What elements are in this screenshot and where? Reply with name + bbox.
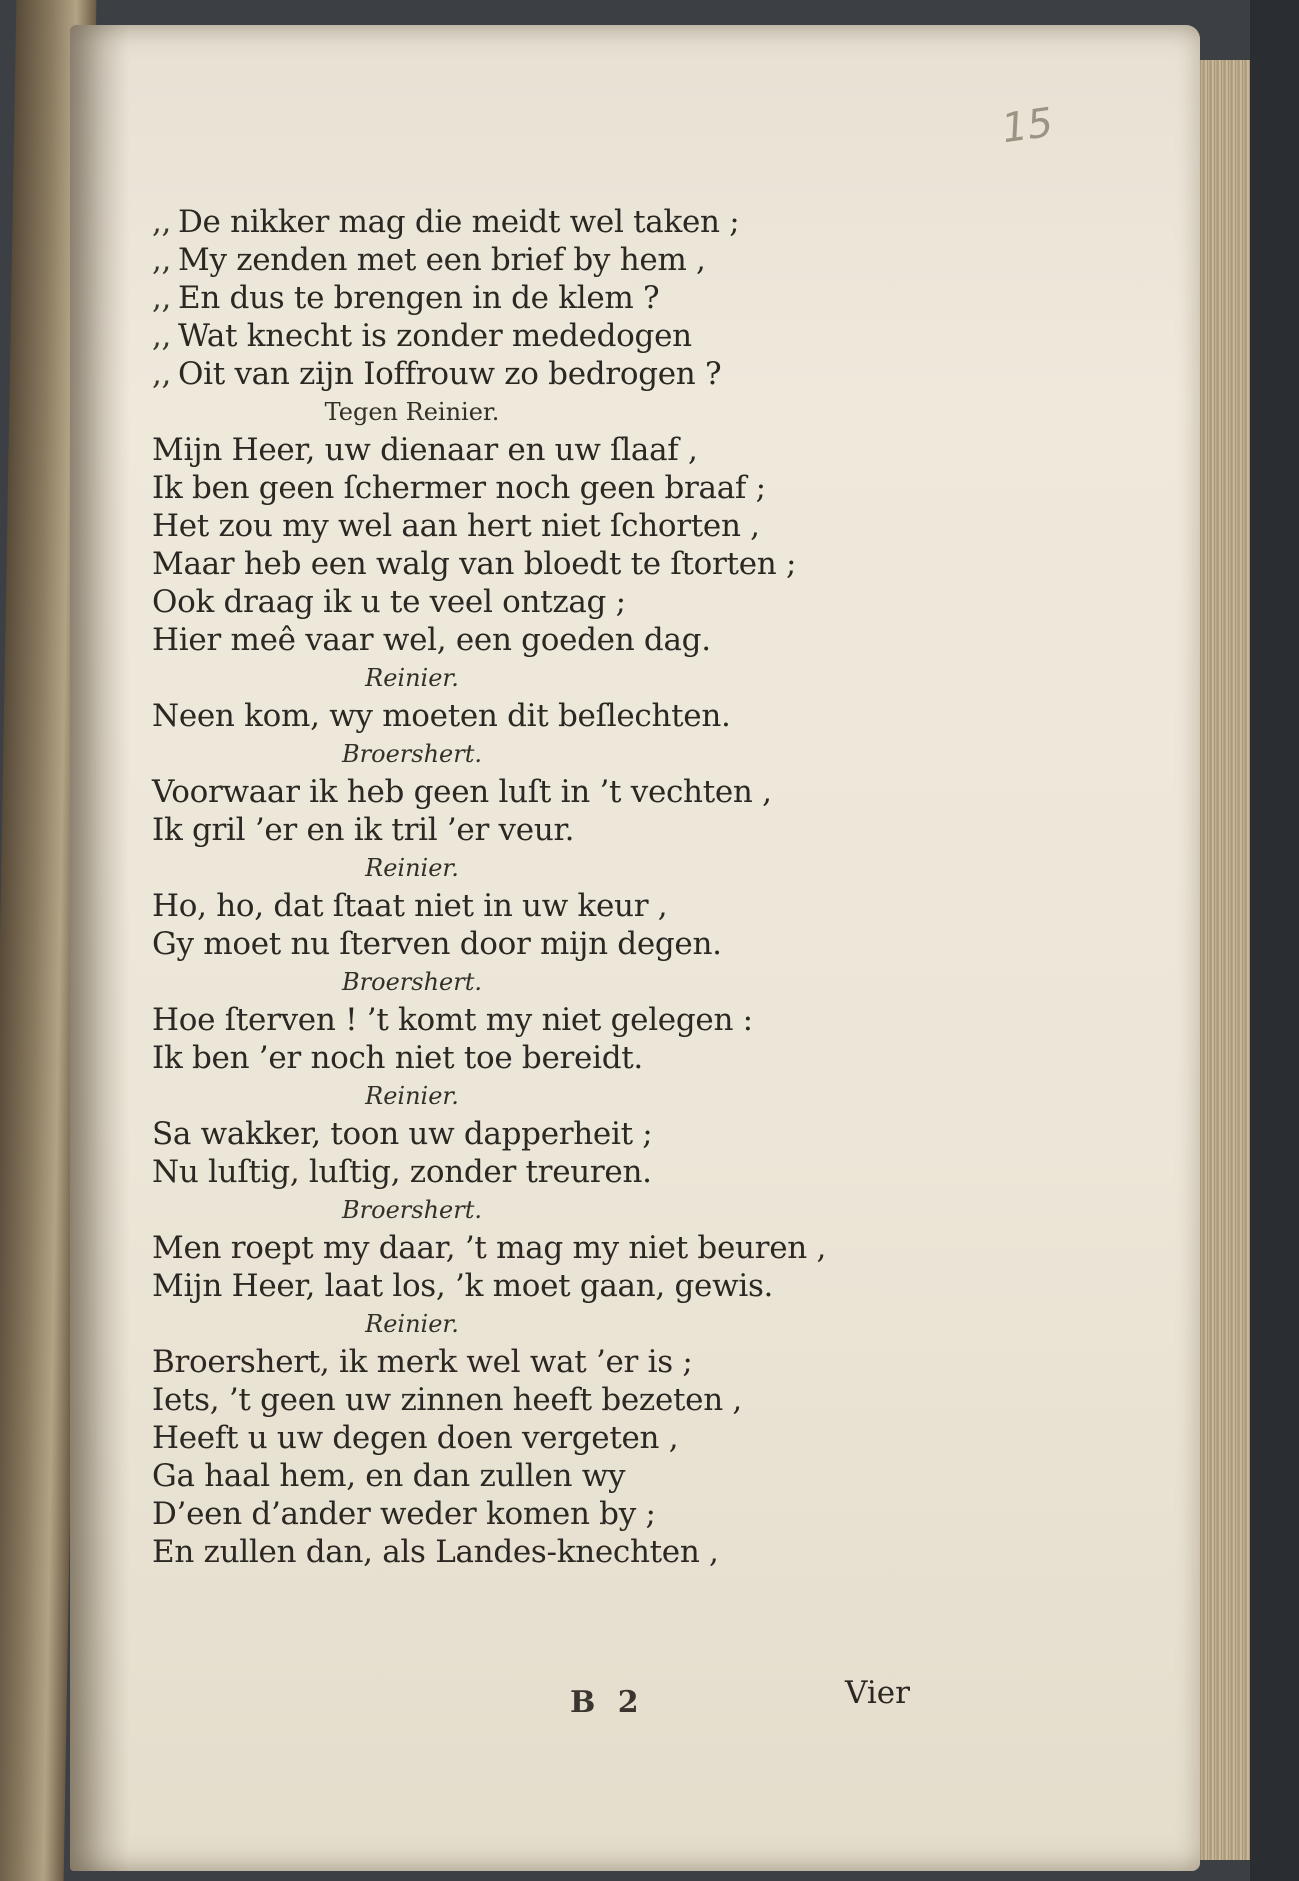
verse-line xyxy=(152,1229,852,1267)
book-page xyxy=(70,25,1200,1871)
verse-line xyxy=(152,887,852,925)
verse-line-text: Neen kom, wy moeten dit beſlechten. xyxy=(152,698,731,734)
verse-line xyxy=(152,317,852,355)
verse-line xyxy=(152,203,852,241)
verse-line xyxy=(152,469,852,507)
quotation-mark: ,, xyxy=(152,204,172,240)
speaker-heading: Tegen Reinier. xyxy=(324,398,500,426)
verse-line xyxy=(152,507,852,545)
speaker-heading: Broershert. xyxy=(342,968,482,996)
verse-line-text: D’een d’ander weder komen by ; xyxy=(152,1496,656,1532)
verse-line-text: Het zou my wel aan hert niet ſchorten , xyxy=(152,508,760,544)
speaker-heading: Reinier. xyxy=(365,664,459,692)
verse-line xyxy=(152,431,852,469)
verse-line-text: Men roept my daar, ’t mag my niet beuren , xyxy=(152,1230,827,1266)
speaker-heading: Reinier. xyxy=(365,854,459,882)
quotation-mark: ,, xyxy=(152,242,172,278)
verse-line xyxy=(152,1039,852,1077)
verse-line xyxy=(152,773,852,811)
verse-line xyxy=(152,241,852,279)
verse-line xyxy=(152,1495,852,1533)
quotation-mark: ,, xyxy=(152,280,172,316)
quotation-mark: ,, xyxy=(152,356,172,392)
verse-line xyxy=(152,1001,852,1039)
verse-line xyxy=(152,811,852,849)
verse-line xyxy=(152,355,852,393)
verse-line-text: Ik ben geen ſchermer noch geen braaf ; xyxy=(152,470,766,506)
verse-line-text: En zullen dan, als Landes-knechten , xyxy=(152,1534,719,1570)
verse-line xyxy=(152,1153,852,1191)
catchword: Vier xyxy=(845,1675,910,1711)
verse-line-text: Ik ben ’er noch niet toe bereidt. xyxy=(152,1040,643,1076)
verse-line-text: De nikker mag die meidt wel taken ; xyxy=(178,204,740,240)
verse-line-text: Gy moet nu ſterven door mijn degen. xyxy=(152,926,722,962)
verse-line xyxy=(152,1267,852,1305)
speaker-heading: Reinier. xyxy=(365,1082,459,1110)
signature-mark: B 2 xyxy=(570,1685,645,1720)
verse-line-text: Oit van zijn Ioffrouw zo bedrogen ? xyxy=(178,356,722,392)
verse-line-text: Hoe ſterven ! ’t komt my niet gelegen : xyxy=(152,1002,753,1038)
verse-line-text: Hier meê vaar wel, een goeden dag. xyxy=(152,622,711,658)
speaker-heading: Broershert. xyxy=(342,740,482,768)
background-shadow xyxy=(1250,0,1299,1881)
verse-line xyxy=(152,1381,852,1419)
verse-line xyxy=(152,279,852,317)
verse-line-text: My zenden met een brief by hem , xyxy=(178,242,706,278)
verse-line-text: Ook draag ik u te veel ontzag ; xyxy=(152,584,626,620)
verse-line xyxy=(152,1419,852,1457)
verse-line xyxy=(152,925,852,963)
verse-line-text: Broershert, ik merk wel wat ’er is ; xyxy=(152,1344,693,1380)
verse-line-text: Heeft u uw degen doen vergeten , xyxy=(152,1420,679,1456)
verse-line-text: Mijn Heer, uw dienaar en uw ſlaaf , xyxy=(152,432,698,468)
verse-line xyxy=(152,583,852,621)
verse-line xyxy=(152,1343,852,1381)
verse-line-text: Ik gril ’er en ik tril ’er veur. xyxy=(152,812,575,848)
speaker-heading: Broershert. xyxy=(342,1196,482,1224)
verse-line-text: Mijn Heer, laat los, ’k moet gaan, gewis. xyxy=(152,1268,774,1304)
verse-line-text: Iets, ’t geen uw zinnen heeft bezeten , xyxy=(152,1382,742,1418)
speaker-heading: Reinier. xyxy=(365,1310,459,1338)
verse-line-text: Voorwaar ik heb geen luſt in ’t vechten , xyxy=(152,774,772,810)
verse-line-text: Ga haal hem, en dan zullen wy xyxy=(152,1458,626,1494)
quotation-mark: ,, xyxy=(152,318,172,354)
verse-line xyxy=(152,545,852,583)
verse-text-block xyxy=(152,203,852,1571)
verse-line-text: Ho, ho, dat ſtaat niet in uw keur , xyxy=(152,888,668,924)
verse-line xyxy=(152,621,852,659)
verse-line-text: Maar heb een walg van bloedt te ſtorten ; xyxy=(152,546,797,582)
verse-line-text: Wat knecht is zonder mededogen xyxy=(178,318,692,354)
verse-line-text: En dus te brengen in de klem ? xyxy=(178,280,660,316)
verse-line xyxy=(152,1533,852,1571)
verse-line xyxy=(152,697,852,735)
verse-line-text: Sa wakker, toon uw dapperheit ; xyxy=(152,1116,653,1152)
folio-number: 15 xyxy=(999,99,1056,153)
verse-line xyxy=(152,1457,852,1495)
verse-line xyxy=(152,1115,852,1153)
verse-line-text: Nu luſtig, luſtig, zonder treuren. xyxy=(152,1154,652,1190)
gutter-shadow xyxy=(70,25,130,1871)
